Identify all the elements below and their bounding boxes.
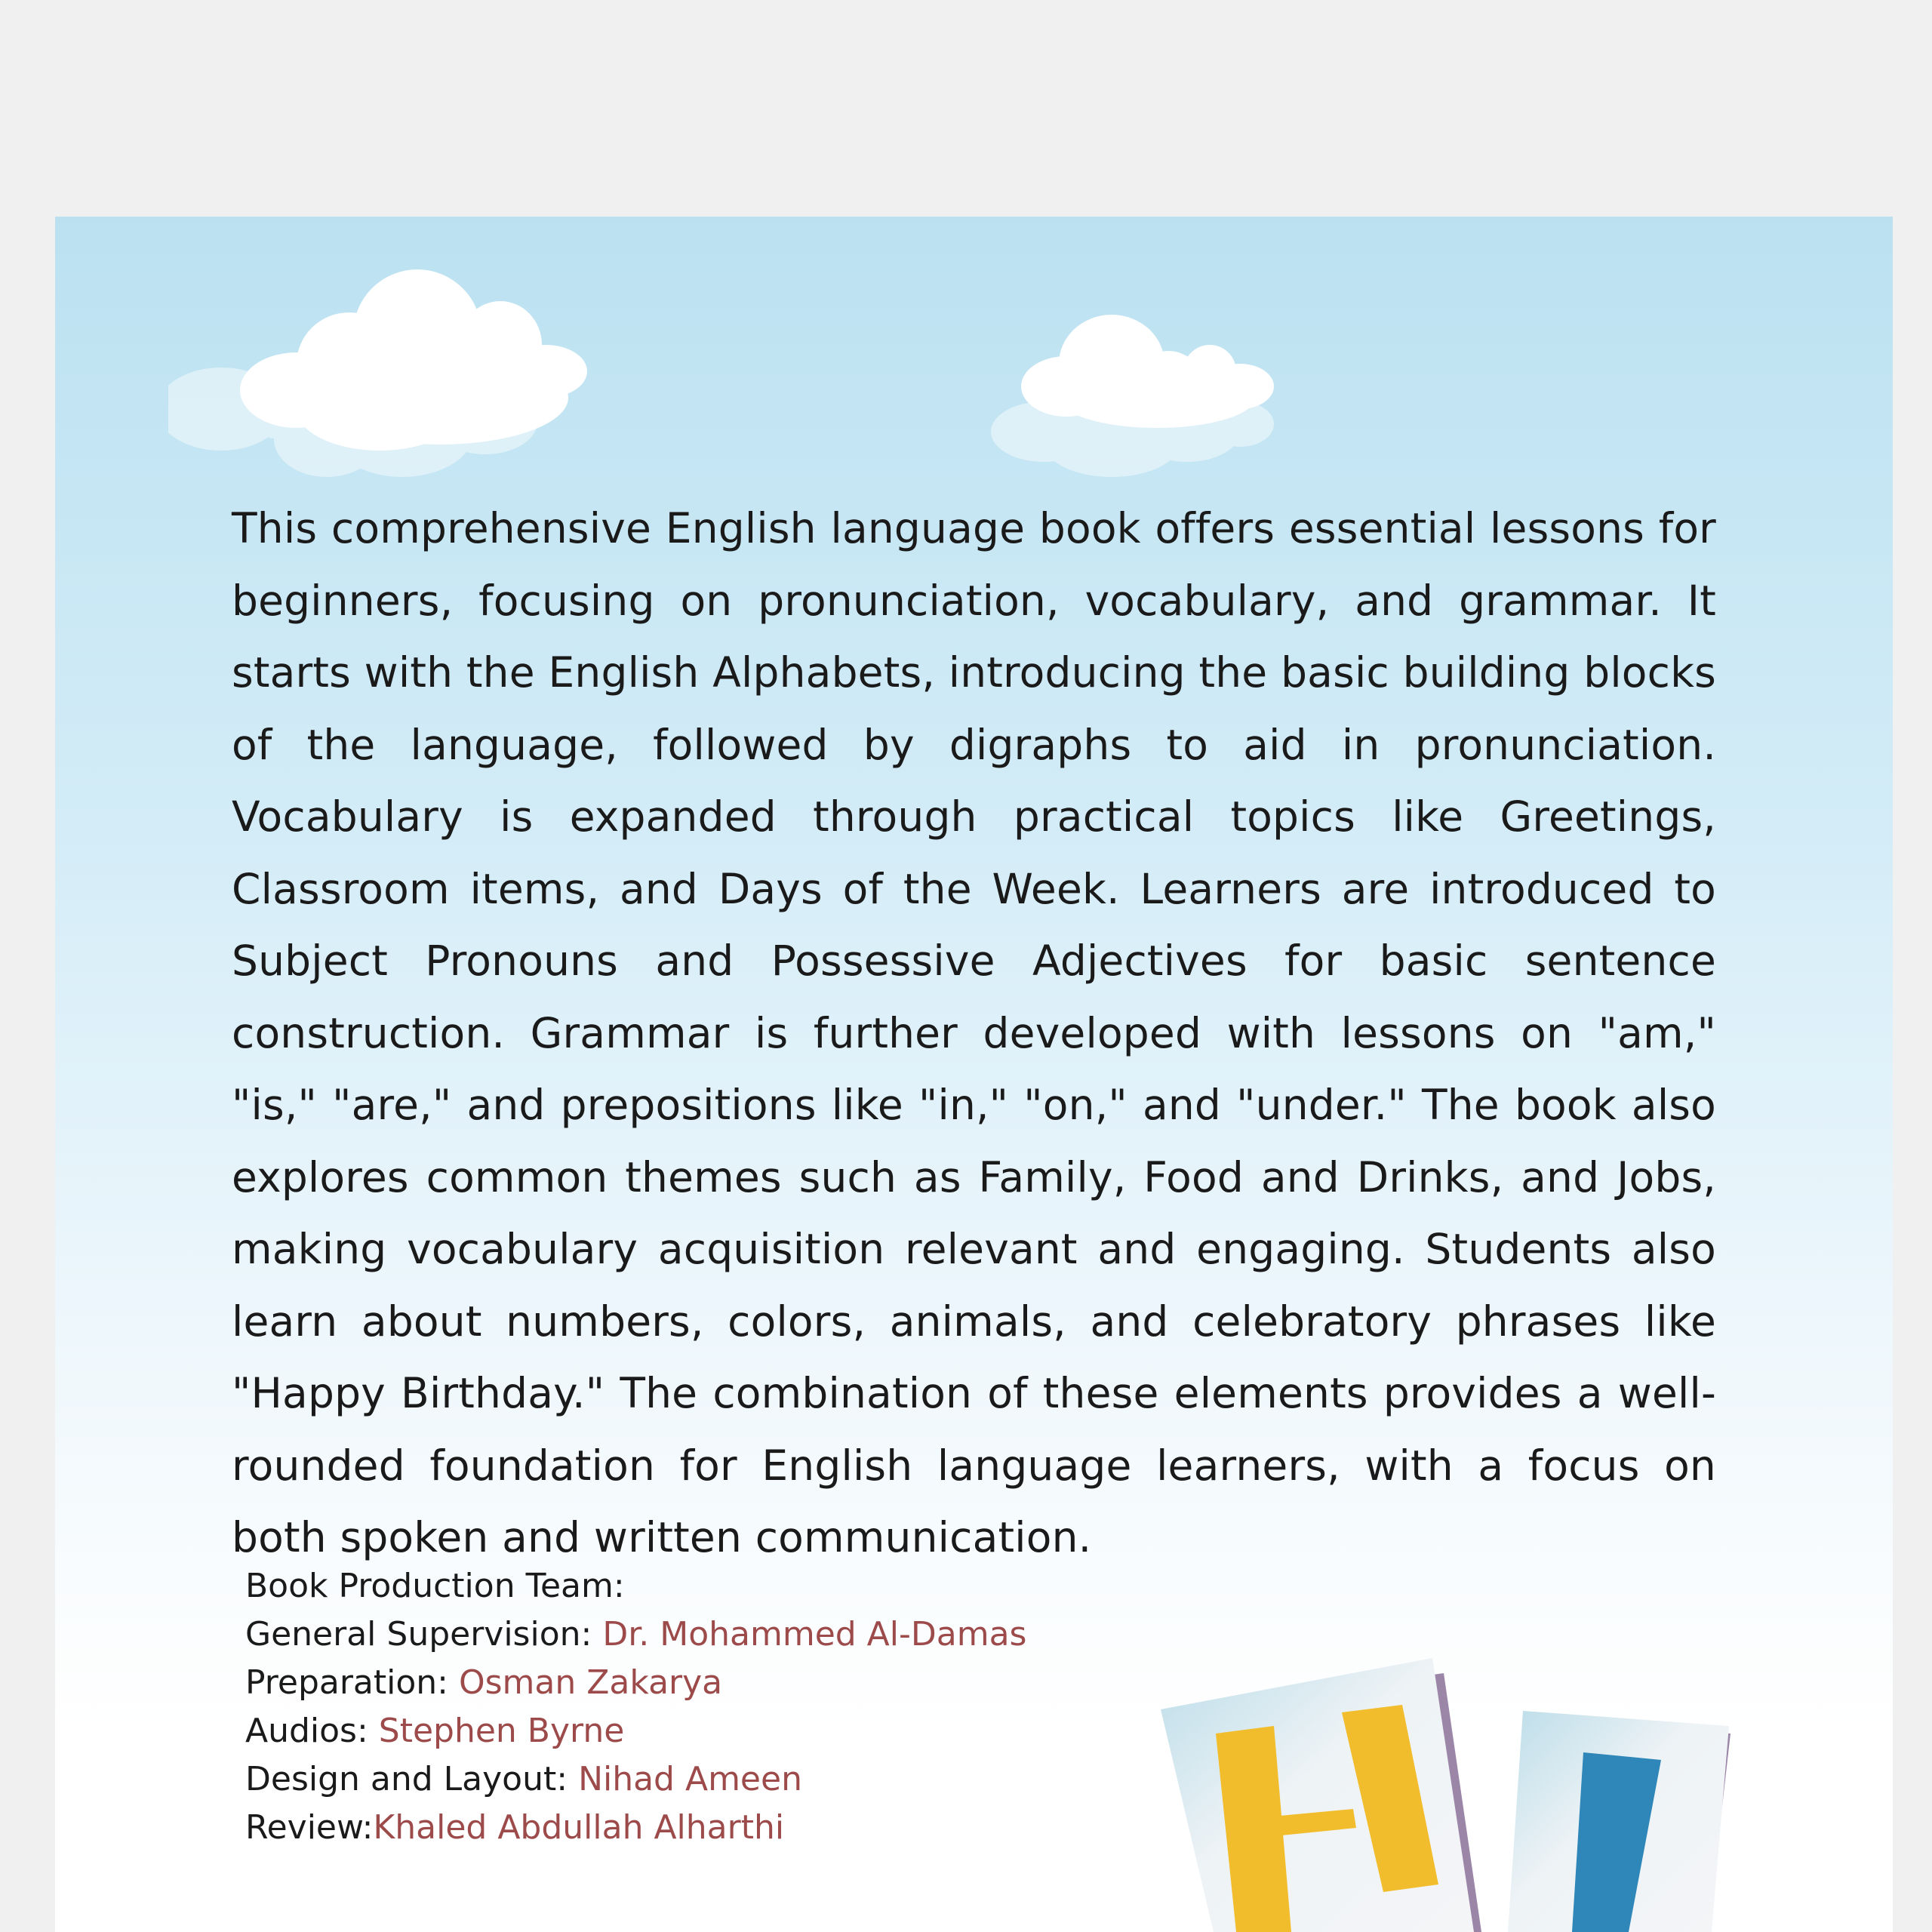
- credit-name: Dr. Mohammed Al-Damas: [602, 1615, 1027, 1654]
- credit-role: General Supervision:: [245, 1615, 603, 1654]
- credit-role: Audios:: [245, 1712, 379, 1750]
- credit-role: Design and Layout:: [245, 1760, 579, 1798]
- letter-card-h: [1161, 1658, 1481, 1932]
- credit-name: Nihad Ameen: [578, 1760, 802, 1798]
- credit-role: Preparation:: [245, 1663, 459, 1702]
- credit-name: Khaled Abdullah Alharthi: [373, 1808, 785, 1847]
- back-cover-page: [55, 217, 1893, 1932]
- credit-role: Review:: [245, 1808, 374, 1847]
- credit-name: Osman Zakarya: [459, 1663, 723, 1702]
- credits-heading: Book Production Team:: [245, 1567, 625, 1605]
- hi-letter-cards: [55, 217, 1893, 1932]
- credit-name: Stephen Byrne: [378, 1712, 625, 1750]
- book-description: This comprehensive English language book offers essential lessons for beginners, focusing on pronunciation, vocabulary, and grammar. It starts with the English Alphabets, introducing the basic building blocks of the language, followed by digraphs to aid in pronunciation. Vocabulary is expanded through practical topics like Greetings, Classroom items, and Days of the Week. Learners are introduced to Subject Pronouns and Possessive Adjectives for basic sentence construction. Grammar is further developed with lessons on "am," "is," "are," and prepositions like "in," "on," and "under." The book also explores common themes such as Family, Food and Drinks, and Jobs, making vocabulary acquisition relevant and engaging. Students also learn about numbers, colors, animals, and celebratory phrases like "Happy Birthday." The combination of these elements provides a well-rounded foundation for English language learners, with a focus on both spoken and written communication.: [232, 504, 1716, 1561]
- letter-card-i: [1508, 1711, 1730, 1932]
